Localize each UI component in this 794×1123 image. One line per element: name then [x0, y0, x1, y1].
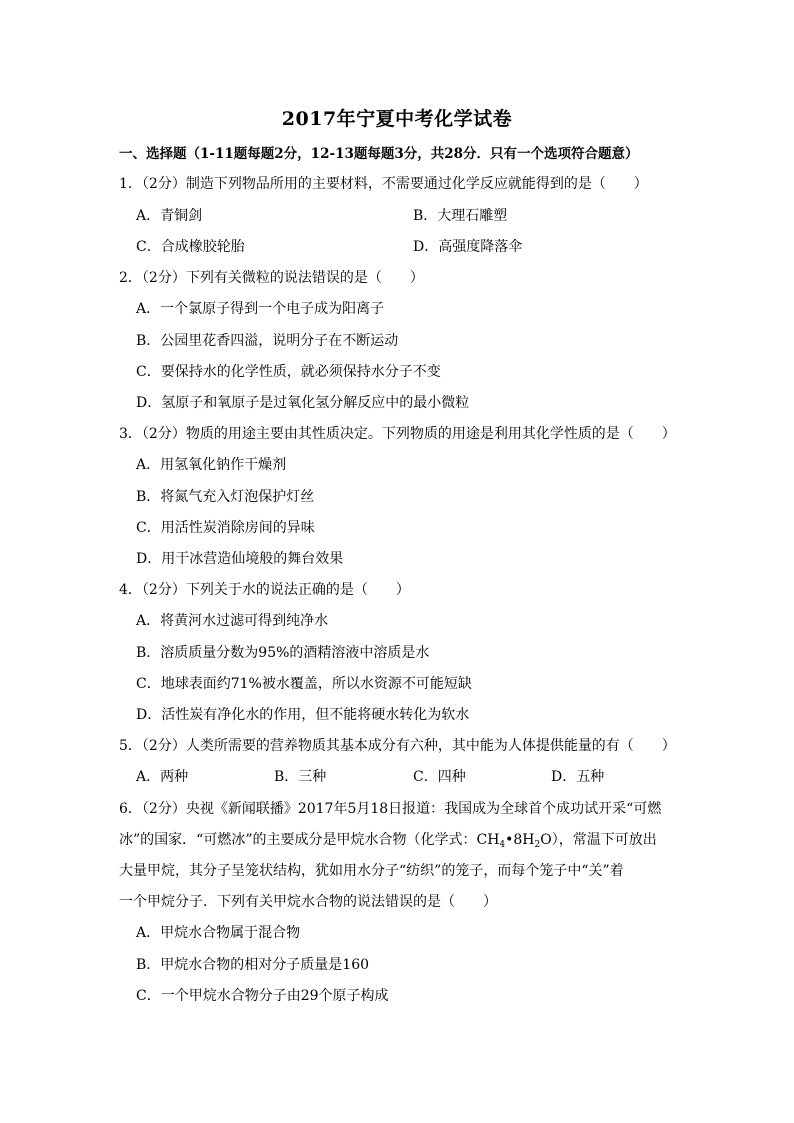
question-2-option-b: B．公园里花香四溢，说明分子在不断运动 — [136, 333, 399, 349]
page-title: 2017年宁夏中考化学试卷 — [281, 108, 513, 130]
question-4-option-a: A．将黄河水过滤可得到纯净水 — [136, 613, 329, 629]
question-4-stem: 4．（2分）下列关于水的说法正确的是（ ） — [119, 582, 410, 598]
question-2-option-d: D．氢原子和氧原子是过氧化氢分解反应中的最小微粒 — [136, 395, 470, 411]
question-2-option-a: A．一个氯原子得到一个电子成为阳离子 — [136, 301, 385, 317]
question-1-option-b: B．大理石雕塑 — [413, 208, 508, 224]
question-3-option-c: C．用活性炭消除房间的异味 — [136, 520, 315, 536]
question-1-option-d: D．高强度降落伞 — [413, 239, 523, 255]
question-1-option-a: A．青铜剑 — [136, 208, 203, 224]
question-6-stem-line-2 — [119, 830, 657, 850]
question-2-stem: 2．（2分）下列有关微粒的说法错误的是（ ） — [119, 270, 424, 286]
question-6-stem-line-2-text: 冰”的国家．“可燃冰”的主要成分是甲烷水合物（化学式： — [119, 832, 477, 848]
question-1-option-c: C．合成橡胶轮胎 — [136, 239, 245, 255]
question-6-option-c: C．一个甲烷水合物分子由29个原子构成 — [136, 988, 389, 1004]
question-3-option-d: D．用干冰营造仙境般的舞台效果 — [136, 551, 344, 567]
question-5-option-b: B．三种 — [274, 769, 327, 785]
question-3-option-a: A．用氢氧化钠作干燥剂 — [136, 457, 287, 473]
question-6-stem-line-4: 一个甲烷分子．下列有关甲烷水合物的说法错误的是（ ） — [119, 894, 497, 910]
question-4-option-b: B．溶质质量分数为95%的酒精溶液中溶质是水 — [136, 645, 430, 661]
question-4-option-d: D．活性炭有净化水的作用，但不能将硬水转化为软水 — [136, 707, 470, 723]
question-1-stem: 1．（2分）制造下列物品所用的主要材料，不需要通过化学反应就能得到的是（ ） — [119, 176, 648, 192]
question-5-option-d: D．五种 — [551, 769, 605, 785]
question-2-option-c: C．要保持水的化学性质，就必须保持水分子不变 — [136, 364, 441, 380]
question-5-option-a: A．两种 — [136, 769, 189, 785]
question-3-option-b: B．将氮气充入灯泡保护灯丝 — [136, 489, 315, 505]
question-6-stem-line-1: 6．（2分）央视《新闻联播》2017年5月18日报道：我国成为全球首个成功试开采“可燃 — [119, 801, 662, 817]
question-6-option-b: B．甲烷水合物的相对分子质量是160 — [136, 957, 370, 973]
question-6-option-a: A．甲烷水合物属于混合物 — [136, 925, 301, 941]
question-6-stem-line-3: 大量甲烷，其分子呈笼状结构，犹如用水分子“纺织”的笼子，而每个笼子中“关”着 — [119, 863, 624, 879]
question-4-option-c: C．地球表面约71%被水覆盖，所以水资源不可能短缺 — [136, 676, 472, 692]
chemical-formula: $CH_4•8H_2O$），常温下可放出 — [476, 832, 657, 850]
question-5-stem: 5．（2分）人类所需要的营养物质其基本成分有六种，其中能为人体提供能量的有（ ） — [119, 738, 676, 754]
question-3-stem: 3．（2分）物质的用途主要由其性质决定。下列物质的用途是利用其化学性质的是（ ） — [119, 426, 676, 442]
question-5-option-c: C．四种 — [413, 769, 466, 785]
section-heading: 一、选择题（1-11题每题2分，12-13题每题3分，共28分．只有一个选项符合题意） — [119, 146, 639, 162]
